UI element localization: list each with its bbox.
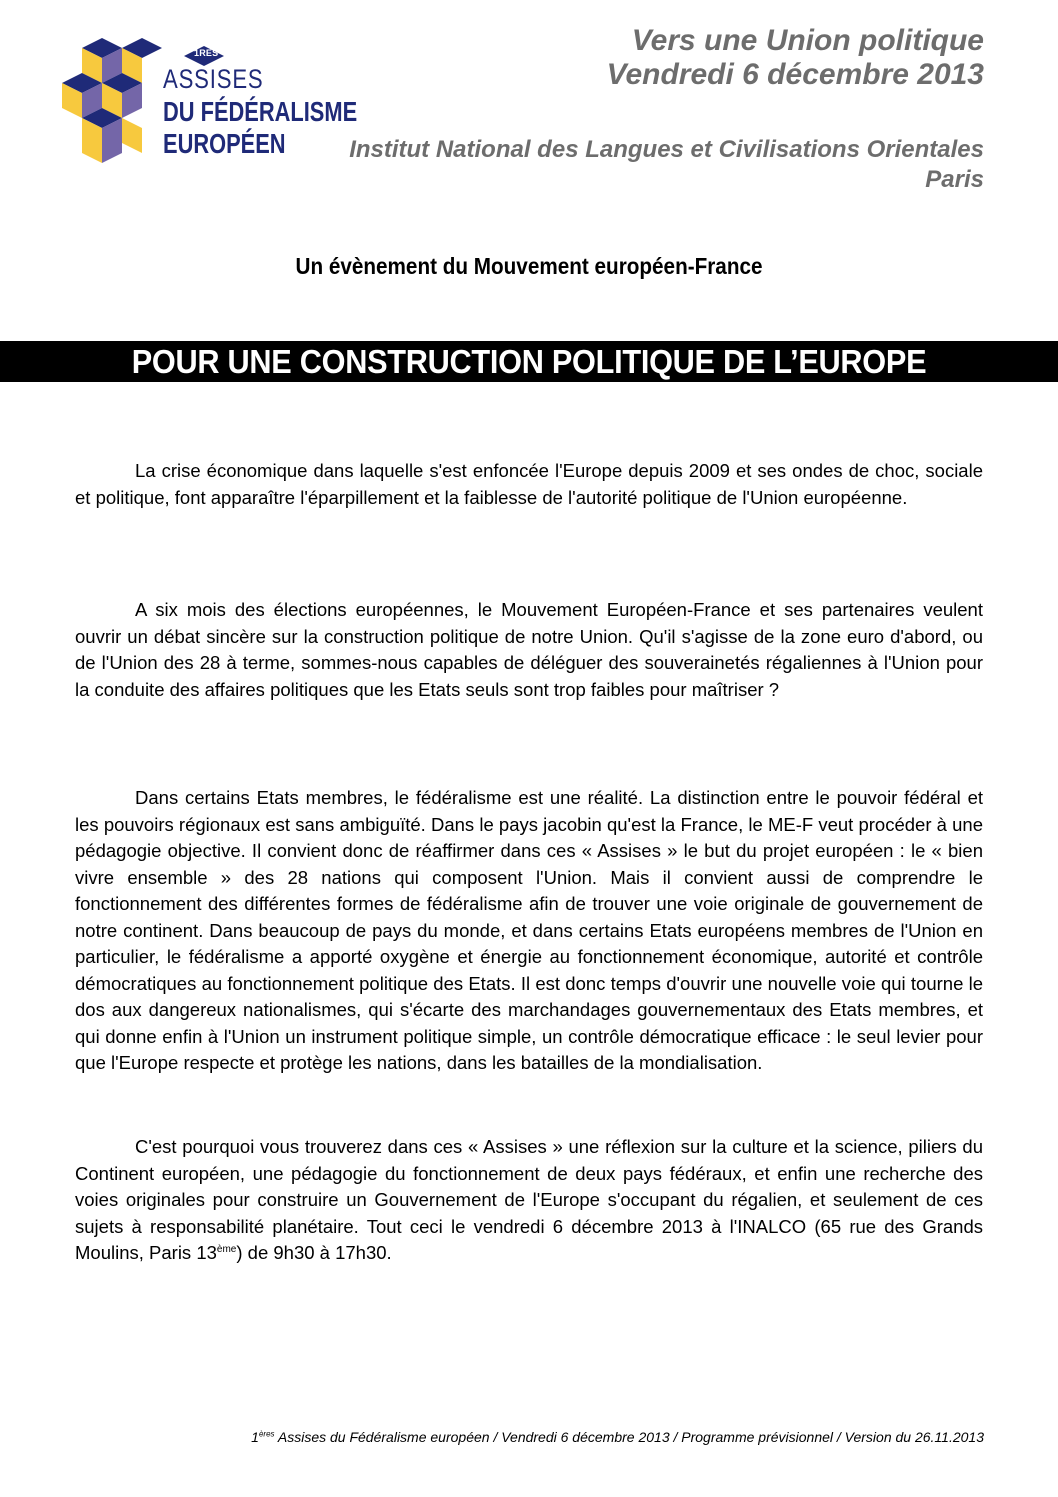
footer-prefix: 1 (251, 1429, 259, 1445)
footer-text: Assises du Fédéralisme européen / Vendredi 6 décembre 2013 / Programme prévisionnel / Version du 26.11.2013 (274, 1429, 984, 1445)
event-subtitle: Un évènement du Mouvement européen-France (295, 253, 763, 279)
paragraph-1: La crise économique dans laquelle s'est enfoncée l'Europe depuis 2009 et ses ondes de choc, sociale et politique, font apparaître l'éparpillement et la faiblesse de l'autorité politique de l'Union européenne. (75, 460, 983, 508)
header-institution: Institut National des Langues et Civilisations Orientales (349, 136, 984, 163)
paragraph-4 (75, 1134, 983, 1267)
paragraph-4-superscript: ème (216, 1243, 237, 1255)
header-date: Vendredi 6 décembre 2013 (606, 58, 984, 91)
event-logo (62, 38, 362, 178)
banner-title: POUR UNE CONSTRUCTION POLITIQUE DE L’EUROPE (131, 343, 927, 380)
paragraph-4-main: C'est pourquoi vous trouverez dans ces « Assises » une réflexion sur la culture et la science, piliers du Continent européen, une pédagogie du fonctionnement de deux pays fédéraux, et enfin une recherche des voies originales pour construire un Gouvernement de l'Europe s'occupant du régalien, et seulement de ces sujets à responsabilité planétaire. Tout ceci le vendredi 6 décembre 2013 à l'INALCO (65 rue des Grands Moulins, Paris 13 (75, 1136, 983, 1263)
title-banner (0, 341, 1058, 382)
logo-badge: 1RES (194, 48, 219, 58)
cubes-logo-icon (62, 38, 162, 178)
header-title: Vers une Union politique (631, 24, 984, 57)
page-footer (251, 1429, 984, 1445)
footer-superscript: ères (258, 1429, 275, 1439)
paragraph-4-end: ) de 9h30 à 17h30. (236, 1242, 392, 1263)
logo-line-1: ASSISES (163, 64, 264, 94)
paragraph-3: Dans certains Etats membres, le fédéralisme est une réalité. La distinction entre le pouvoir fédéral et les pouvoirs régionaux est sans ambiguïté. Dans le pays jacobin qu'est la France, le ME-F veut procéder à une pédagogie objective. Il convient donc de réaffirmer dans ces « Assises » le but du projet européen : le « bien vivre ensemble » des 28 nations qui composent l'Union. Mais il convient aussi de comprendre le fonctionnement des différentes formes de fédéralisme afin de trouver une voie originale de gouvernement de notre continent. Dans beaucoup de pays du monde, et dans certains Etats européens membres de l'Union en particulier, le fédéralisme a apporté oxygène et énergie au fonctionnement économique, autorité et contrôle démocratiques au fonctionnement politique des Etats. Il est donc temps d'ouvrir une nouvelle voie qui tourne le dos aux dangereux nationalismes, qui s'écarte des marchandages gouvernementaux des Etats membres, et qui donne enfin à l'Union un instrument politique simple, un contrôle démocratique efficace : le seul levier pour que l'Europe respecte et protège les nations, dans les batailles de la mondialisation. (75, 787, 983, 1073)
paragraph-2: A six mois des élections européennes, le Mouvement Européen-France et ses partenaires veulent ouvrir un débat sincère sur la construction politique de notre Union. Qu'il s'agisse de la zone euro d'abord, ou de l'Union des 28 à terme, sommes-nous capables de déléguer des souverainetés régaliennes à l'Union pour la conduite des affaires politiques que les Etats seuls sont trop faibles pour maîtriser ? (75, 599, 983, 700)
header-city: Paris (925, 166, 984, 193)
logo-line-3: EUROPÉEN (163, 128, 286, 159)
logo-line-2: DU FÉDÉRALISME (163, 96, 358, 127)
